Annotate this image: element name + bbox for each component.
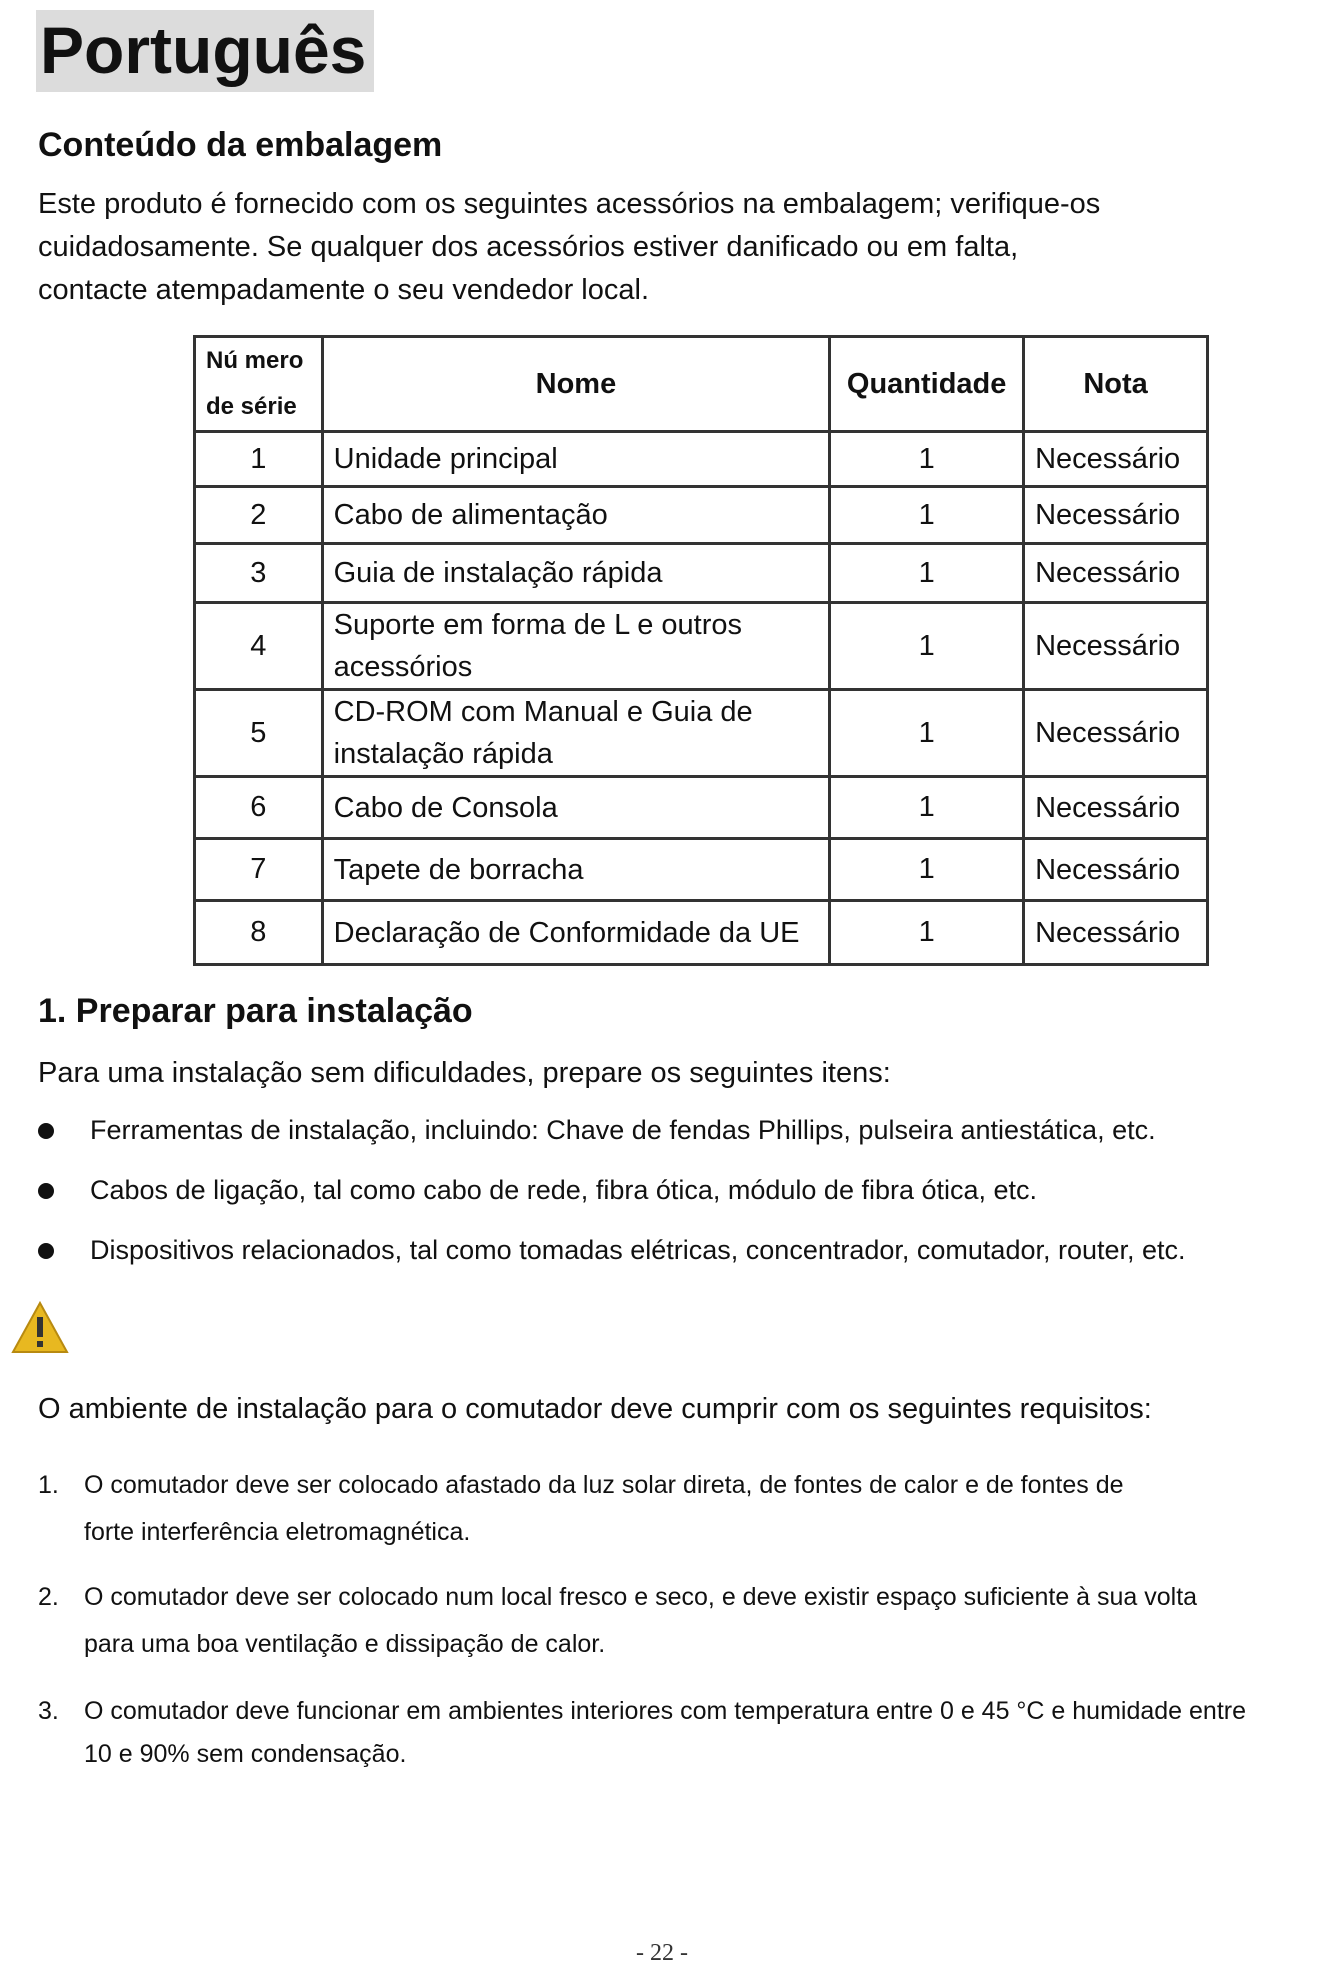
cell-serial: 6 bbox=[195, 777, 323, 839]
cell-serial: 3 bbox=[195, 544, 323, 603]
cell-name: Cabo de alimentação bbox=[322, 487, 830, 544]
package-contents-table bbox=[193, 335, 1209, 966]
list-item-text: Dispositivos relacionados, tal como tomadas elétricas, concentrador, comutador, router, etc. bbox=[90, 1235, 1186, 1265]
package-intro-line: Este produto é fornecido com os seguintes acessórios na embalagem; verifique-os bbox=[38, 188, 1101, 220]
table-row bbox=[195, 777, 1208, 839]
package-contents-heading: Conteúdo da embalagem bbox=[38, 126, 443, 164]
cell-name: Cabo de Consola bbox=[322, 777, 830, 839]
cell-quantity: 1 bbox=[830, 901, 1024, 965]
cell-note: Necessário bbox=[1024, 603, 1208, 690]
list-item-text: Ferramentas de instalação, incluindo: Chave de fendas Phillips, pulseira antiestática, etc. bbox=[90, 1115, 1156, 1145]
cell-name: Unidade principal bbox=[322, 432, 830, 487]
list-item bbox=[38, 1574, 1318, 1668]
cell-name-line: Suporte em forma de L e outros bbox=[333, 609, 742, 641]
list-item-number: 3. bbox=[38, 1697, 59, 1725]
col-header-serial-line: de série bbox=[206, 393, 297, 420]
list-item-line: O comutador deve ser colocado num local fresco e seco, e deve existir espaço suficiente à sua volta bbox=[84, 1583, 1198, 1611]
cell-name: Declaração de Conformidade da UE bbox=[322, 901, 830, 965]
cell-note: Necessário bbox=[1024, 777, 1208, 839]
list-item bbox=[38, 1462, 1318, 1556]
table-row bbox=[195, 690, 1208, 777]
cell-name: Guia de instalação rápida bbox=[322, 544, 830, 603]
warning-icon bbox=[10, 1300, 70, 1356]
table-row bbox=[195, 432, 1208, 487]
install-items-list bbox=[30, 1100, 1310, 1280]
list-item-text: Cabos de ligação, tal como cabo de rede, fibra ótica, módulo de fibra ótica, etc. bbox=[90, 1175, 1038, 1205]
cell-note: Necessário bbox=[1024, 839, 1208, 901]
col-header-name: Nome bbox=[322, 337, 830, 432]
cell-name bbox=[322, 603, 830, 690]
page-title: Português bbox=[36, 10, 374, 92]
package-intro-line: contacte atempadamente o seu vendedor local. bbox=[38, 274, 650, 306]
list-item bbox=[30, 1160, 1310, 1220]
cell-serial: 5 bbox=[195, 690, 323, 777]
col-header-quantity: Quantidade bbox=[830, 337, 1024, 432]
table-row bbox=[195, 487, 1208, 544]
list-item-number: 2. bbox=[38, 1583, 59, 1611]
list-item-line: O comutador deve funcionar em ambientes interiores com temperatura entre 0 e 45 °C e humidade entre bbox=[84, 1697, 1246, 1725]
list-item bbox=[30, 1100, 1310, 1160]
requirements-intro: O ambiente de instalação para o comutador deve cumprir com os seguintes requisitos: bbox=[38, 1393, 1152, 1425]
list-item bbox=[30, 1220, 1310, 1280]
install-intro: Para uma instalação sem dificuldades, prepare os seguintes itens: bbox=[38, 1057, 891, 1089]
page-number: - 22 - bbox=[636, 1940, 688, 1966]
cell-quantity: 1 bbox=[830, 544, 1024, 603]
cell-name-line: instalação rápida bbox=[333, 738, 553, 770]
cell-note: Necessário bbox=[1024, 690, 1208, 777]
cell-serial: 8 bbox=[195, 901, 323, 965]
cell-note: Necessário bbox=[1024, 901, 1208, 965]
cell-serial: 4 bbox=[195, 603, 323, 690]
col-header-note: Nota bbox=[1024, 337, 1208, 432]
cell-serial: 2 bbox=[195, 487, 323, 544]
cell-quantity: 1 bbox=[830, 690, 1024, 777]
table-header-row bbox=[195, 337, 1208, 432]
requirements-list bbox=[38, 1462, 1318, 1776]
cell-serial: 1 bbox=[195, 432, 323, 487]
table-row bbox=[195, 603, 1208, 690]
list-item-line: forte interferência eletromagnética. bbox=[84, 1518, 471, 1546]
cell-quantity: 1 bbox=[830, 777, 1024, 839]
cell-note: Necessário bbox=[1024, 544, 1208, 603]
cell-name: Tapete de borracha bbox=[322, 839, 830, 901]
cell-note: Necessário bbox=[1024, 432, 1208, 487]
cell-name bbox=[322, 690, 830, 777]
table-row bbox=[195, 901, 1208, 965]
package-intro-line: cuidadosamente. Se qualquer dos acessórios estiver danificado ou em falta, bbox=[38, 231, 1019, 263]
col-header-serial bbox=[195, 337, 323, 432]
table-row bbox=[195, 839, 1208, 901]
cell-quantity: 1 bbox=[830, 487, 1024, 544]
cell-serial: 7 bbox=[195, 839, 323, 901]
table-row bbox=[195, 544, 1208, 603]
cell-quantity: 1 bbox=[830, 432, 1024, 487]
col-header-serial-line: Nú mero bbox=[206, 347, 304, 374]
cell-note: Necessário bbox=[1024, 487, 1208, 544]
cell-name-line: acessórios bbox=[333, 651, 473, 683]
list-item-line: 10 e 90% sem condensação. bbox=[84, 1740, 407, 1768]
cell-quantity: 1 bbox=[830, 839, 1024, 901]
cell-quantity: 1 bbox=[830, 603, 1024, 690]
list-item-number: 1. bbox=[38, 1471, 59, 1499]
cell-name-line: CD-ROM com Manual e Guia de bbox=[333, 696, 753, 728]
bullet-icon bbox=[38, 1123, 54, 1139]
bullet-icon bbox=[38, 1183, 54, 1199]
install-heading: 1. Preparar para instalação bbox=[38, 992, 473, 1030]
package-intro bbox=[38, 183, 1278, 312]
bullet-icon bbox=[38, 1243, 54, 1259]
list-item-line: O comutador deve ser colocado afastado da luz solar direta, de fontes de calor e de fontes de bbox=[84, 1471, 1124, 1499]
list-item bbox=[38, 1690, 1318, 1776]
list-item-line: para uma boa ventilação e dissipação de calor. bbox=[84, 1630, 606, 1658]
